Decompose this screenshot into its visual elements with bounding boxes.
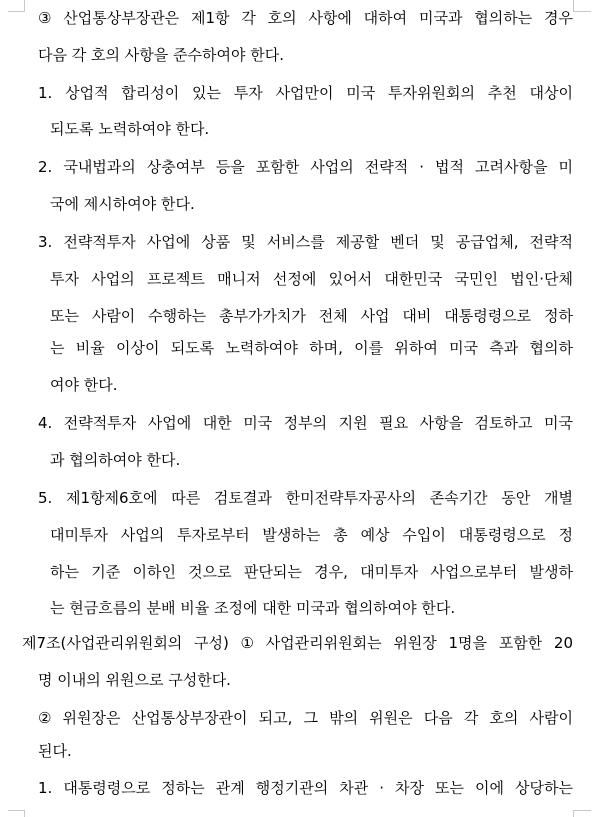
text-line: 2. 국내법과의 상충여부 등을 포함한 사업의 전략적 · 법적 고려사항을 미 [38,158,573,176]
crop-mark-bottom-left [8,810,25,817]
text-line: 1. 상업적 합리성이 있는 투자 사업만이 미국 투자위원회의 추천 대상이 [38,84,573,102]
crop-mark-top-left [8,0,25,12]
text-line: 1. 대통령령으로 정하는 관계 행정기관의 차관 · 차장 또는 이에 상당하는 [38,779,573,797]
text-line: 과 협의하여야 한다. [50,451,181,469]
text-line: 되도록 노력하여야 한다. [50,120,210,138]
text-line: 명 이내의 위원으로 구성한다. [38,671,231,689]
text-line: 4. 전략적투자 사업에 대한 미국 정부의 지원 필요 사항을 검토하고 미국 [38,414,573,432]
text-line: 국에 제시하여야 한다. [50,195,195,213]
crop-mark-bottom-right [573,810,591,817]
text-line: 5. 제1항제6호에 따른 검토결과 한미전략투자공사의 존속기간 동안 개별 [38,489,573,507]
text-line: 투자 사업의 프로젝트 매니저 선정에 있어서 대한민국 국민인 법인·단체 [50,270,573,288]
text-line: ② 위원장은 산업통상부장관이 되고, 그 밖의 위원은 다음 각 호의 사람이 [38,709,573,727]
text-line: ③ 산업통상부장관은 제1항 각 호의 사항에 대하여 미국과 협의하는 경우 [38,9,573,27]
text-line: 는 현금흐름의 분배 비율 조정에 대한 미국과 협의하여야 한다. [50,599,456,617]
text-line: 여야 한다. [50,376,118,394]
text-line: 대미투자 사업의 투자로부터 발생하는 총 예상 수입이 대통령령으로 정 [50,526,573,544]
text-line: 3. 전략적투자 사업에 상품 및 서비스를 제공할 벤더 및 공급업체, 전략적 [38,233,573,251]
crop-mark-top-right [573,0,591,12]
text-line: 또는 사람이 수행하는 총부가가치가 전체 사업 대비 대통령령으로 정하 [50,307,573,325]
text-line: 하는 기준 이하인 것으로 판단되는 경우, 대미투자 사업으로부터 발생하 [50,563,573,581]
text-line: 는 비율 이상이 되도록 노력하여야 하며, 이를 위하여 미국 측과 협의하 [50,339,573,357]
text-line: 제7조(사업관리위원회의 구성) ① 사업관리위원회는 위원장 1명을 포함한 20 [22,634,573,652]
text-line: 다음 각 호의 사항을 준수하여야 한다. [38,46,284,64]
text-line: 된다. [38,742,72,760]
